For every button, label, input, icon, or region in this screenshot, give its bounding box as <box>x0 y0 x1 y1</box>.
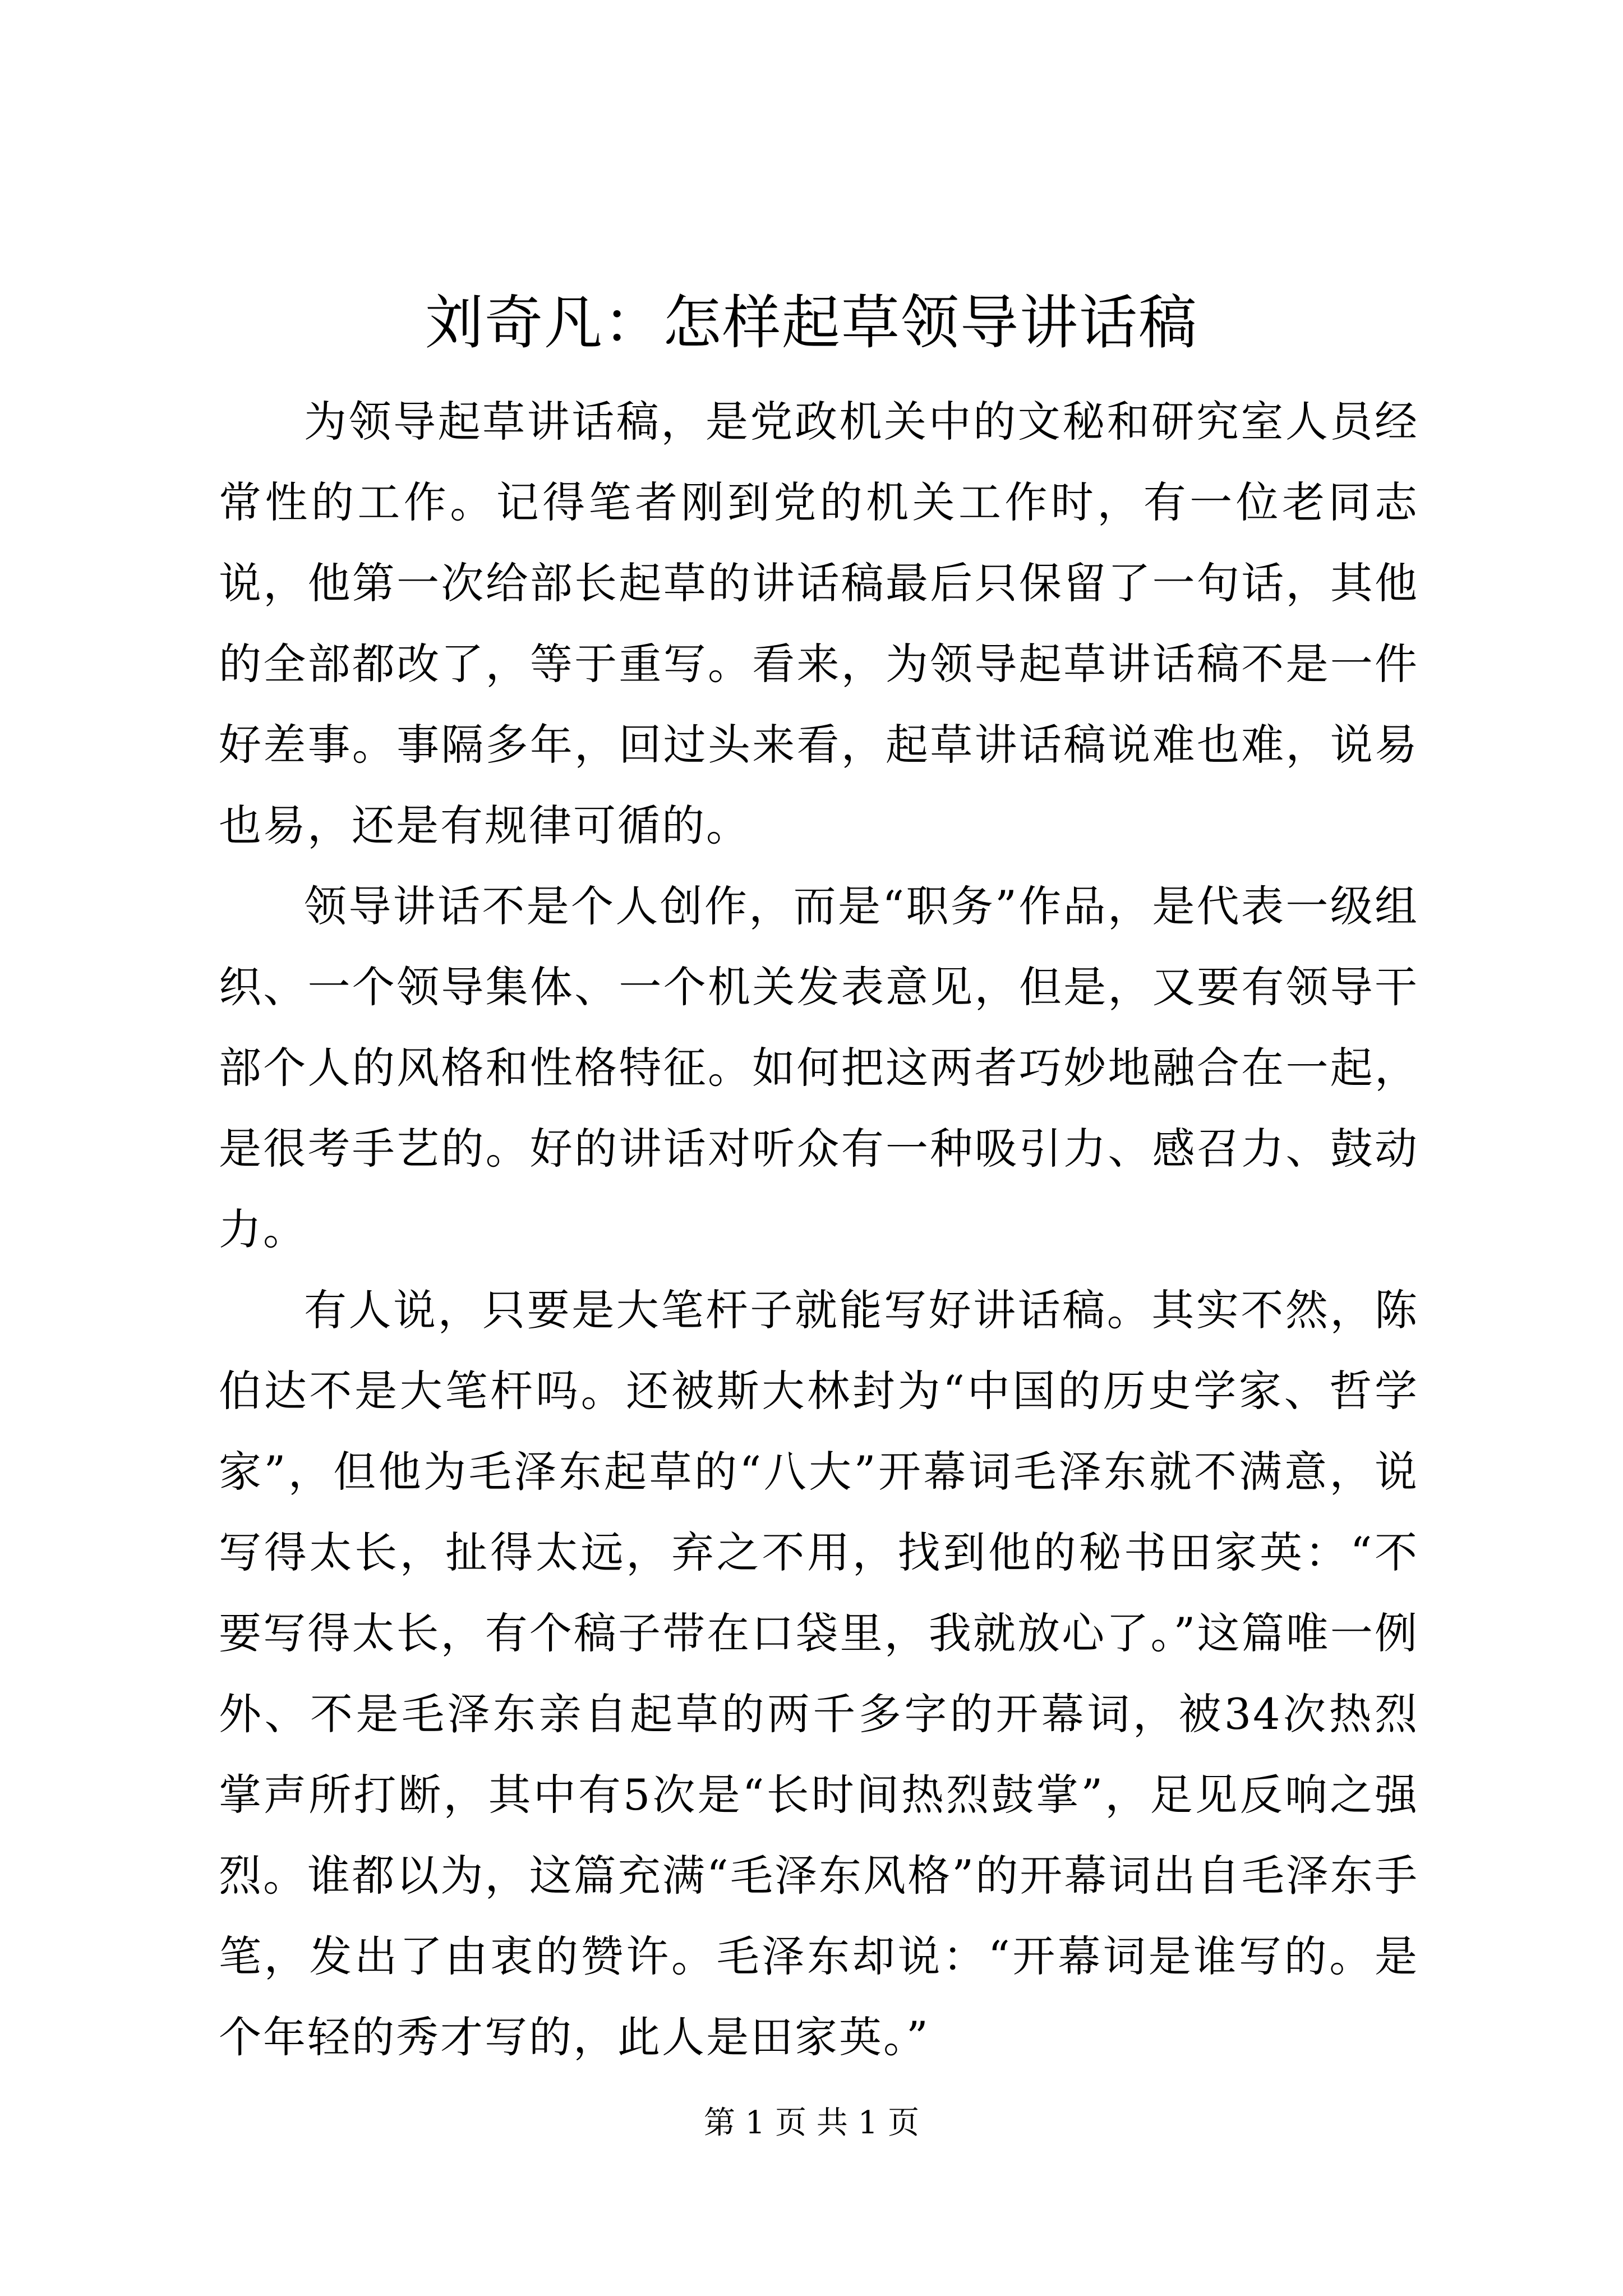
paragraph: 有人说，只要是大笔杆子就能写好讲话稿。其实不然，陈伯达不是大笔杆吗。还被斯大林封为“中国的历史学家、哲学家”，但他为毛泽东起草的“八大”开幕词毛泽东就不满意，说写得太长，扯得太远，弃之不用，找到他的秘书田家英：“不要写得太长，有个稿子带在口袋里，我就放心了。”这篇唯一例外、不是毛泽东亲自起草的两千多字的开幕词，被34次热烈掌声所打断，其中有5次是“长时间热烈鼓掌”，足见反响之强烈。谁都以为，这篇充满“毛泽东风格”的开幕词出自毛泽东手笔，发出了由衷的赞许。毛泽东却说：“开幕词是谁写的。是个年轻的秀才写的，此人是田家英。” <box>219 1285 1419 2062</box>
paragraph: 为领导起草讲话稿，是党政机关中的文秘和研究室人员经常性的工作。记得笔者刚到党的机关工作时，有一位老同志说，他第一次给部长起草的讲话稿最后只保留了一句话，其他的全部都改了，等于重写。看来，为领导起草讲话稿不是一件好差事。事隔多年，回过头来看，起草讲话稿说难也难，说易也易，还是有规律可循的。 <box>219 397 1419 850</box>
page-number-footer: 第 1 页 共 1 页 <box>703 2105 920 2141</box>
paragraph: 领导讲话不是个人创作，而是“职务”作品，是代表一级组织、一个领导集体、一个机关发表意见，但是，又要有领导干部个人的风格和性格特征。如何把这两者巧妙地融合在一起，是很考手艺的。好的讲话对听众有一种吸引力、感召力、鼓动力。 <box>219 881 1419 1254</box>
document-body <box>219 381 1419 2078</box>
document-title: 刘奇凡：怎样起草领导讲话稿 <box>425 288 1198 357</box>
